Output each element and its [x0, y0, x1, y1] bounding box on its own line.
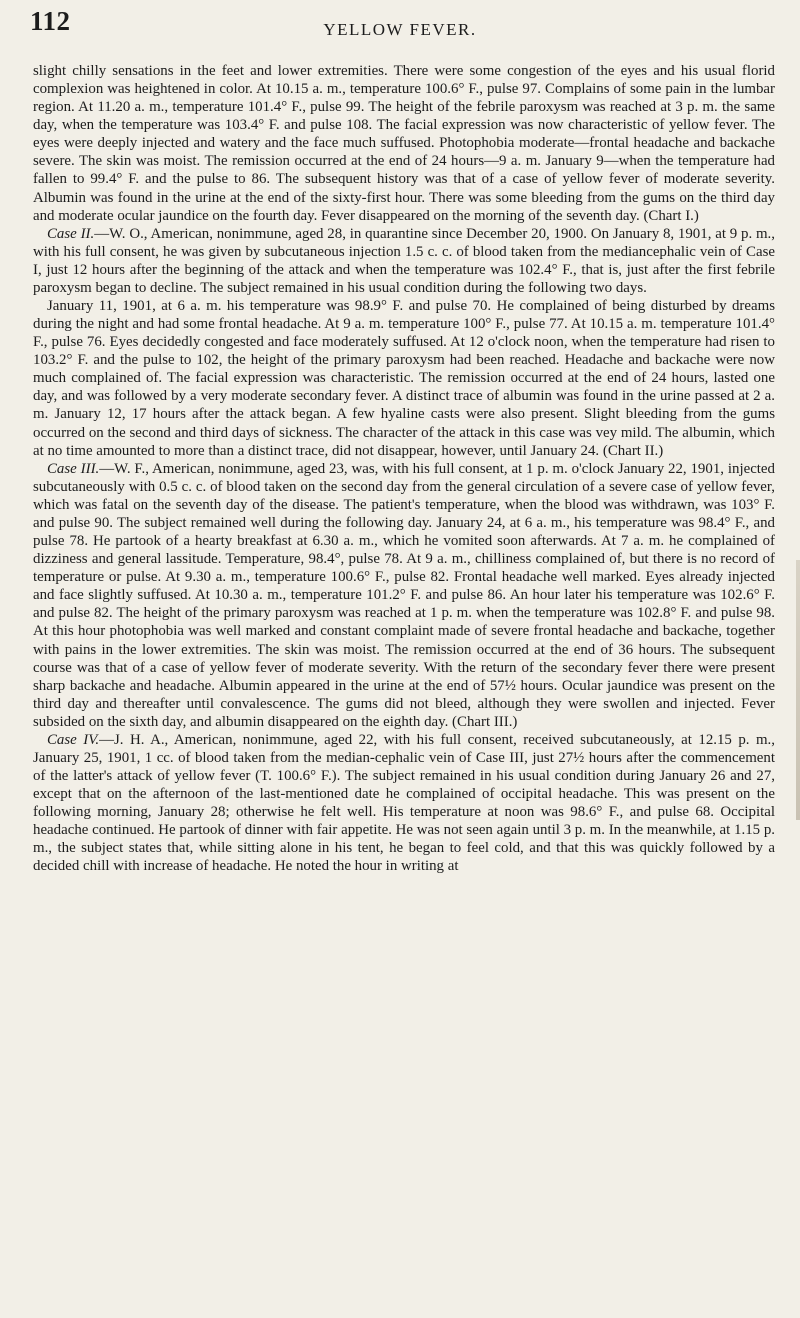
paragraph-text: —W. O., American, nonimmune, aged 28, in quarantine since December 20, 1900. On January 8, 1901, at 9 p. m., with his full consent, he was given by subcutaneous injection 1.5 c. c. of blood taken from the mediancephalic vein of Case I, just 12 hours after the beginning of the attack and when the temperature was 102.4° F., that is, just after the first febrile paroxysm began to decline. The subject remained in his usual condition during the following two days. — [33, 225, 776, 296]
paragraph-text: January 11, 1901, at 6 a. m. his temperature was 98.9° F. and pulse 70. He complained of being disturbed by dreams during the night and had some frontal headache. At 9 a. m. temperature 100° F., pulse 77. At 10.15 a. m. temperature 101.4° F., pulse 76. Eyes decidedly congested and face moderately suffused. At 12 o'clock noon, when the temperature had risen to 103.2° F. and the pulse to 102, the height of the primary paroxysm had been reached. Headache and backache were now much complained of. The facial expression was characteristic. The remission occurred at the end of 24 hours, lasted one day, and was followed by a very moderate secondary fever. A distinct trace of albumin was found in the urine passed at 2 a. m. January 12, 17 hours after the attack began. A few hyaline casts were also present. Slight bleeding from the gums occurred on the second and third days of sickness. The character of the attack in this case was vey mild. The albumin, which at no time amounted to more than a distinct trace, did not disappear, however, until January 24. (Chart II.) — [33, 298, 775, 459]
page-edge-shadow — [796, 560, 800, 820]
paragraph-case-i-continued — [33, 62, 775, 225]
paragraph-text: —J. H. A., American, nonimmune, aged 22, with his full consent, received subcutaneously, at 12.15 p. m., January 25, 1901, 1 cc. of blood taken from the median-cephalic vein of Case III, just 27½ hours after the commencement of the latter's attack of yellow fever (T. 100.6° F.). The subject remained in his usual condition during January 26 and 27, except that on the afternoon of the last-mentioned date he complained of occipital headache. This was present on the following morning, January 28; otherwise he felt well. His temperature at noon was 98.6° F., and pulse 68. Occipital headache continued. He partook of dinner with fair appetite. He was not seen again until 3 p. m. In the meanwhile, at 1.15 p. m., the subject states that, while sitting alone in his tent, he began to feel cold, and that this was quickly followed by a decided chill with increase of headache. He noted the hour in writing at — [33, 731, 775, 875]
case-label: Case II. — [47, 225, 95, 242]
case-label: Case III. — [47, 460, 100, 477]
running-head: YELLOW FEVER. — [323, 20, 477, 39]
page-number: 112 — [30, 6, 71, 36]
paragraph-case-ii-course — [33, 297, 775, 460]
case-label: Case IV. — [47, 731, 100, 748]
paragraph-text: slight chilly sensations in the feet and lower extremities. There were some congestion of the eyes and his usual florid complexion was heightened in color. At 10.15 a. m., temperature 100.6° F., pulse 97. Complains of some pain in the lumbar region. At 11.20 a. m., temperature 101.4° F., pulse 99. The height of the febrile paroxysm was reached at 3 p. m. the same day, when the temperature was 103.4° F. and pulse 108. The facial expression was now characteristic of yellow fever. The eyes were deeply injected and watery and the face much suffused. Photophobia moderate—frontal headache and backache severe. The skin was moist. The remission occurred at the end of 24 hours—9 a. m. January 9—when the temperature had fallen to 99.4° F. and the pulse to 86. The subsequent history was that of a case of yellow fever of moderate severity. Albumin was found in the urine at the end of the sixty-first hour. There was some bleeding from the gums on the third day and moderate ocular jaundice on the fourth day. Fever disappeared on the morning of the seventh day. (Chart I.) — [33, 63, 775, 224]
paragraph-case-iii — [33, 460, 775, 731]
paragraph-text: —W. F., American, nonimmune, aged 23, was, with his full consent, at 1 p. m. o'clock January 22, 1901, injected subcutaneously with 0.5 c. c. of blood taken on the second day from the general circulation of a severe case of yellow fever, which was fatal on the seventh day of the disease. The patient's temperature, when the blood was withdrawn, was 103° F. and pulse 90. The subject remained well during the following day. January 24, at 6 a. m., his temperature was 98.4° F., and pulse 78. He partook of a hearty breakfast at 6.30 a. m., which he vomited soon afterwards. At 7 a. m. he complained of dizziness and general lassitude. Temperature, 98.4°, pulse 78. At 9 a. m., chilliness complained of, but there is no record of temperature or pulse. At 9.30 a. m., temperature 100.6° F., pulse 82. Frontal headache well marked. Eyes already injected and face slightly suffused. At 10.30 a. m., temperature 101.2° F. and pulse 86. An hour later his temperature was 102.6° F. and pulse 82. The height of the primary paroxysm was reached at 1 p. m. when the temperature was 102.8° F. and pulse 98. At this hour photophobia was well marked and constant complaint made of severe frontal headache and backache, together with pains in the lower extremities. The skin was moist. The remission occurred at the end of 36 hours. The subsequent course was that of a case of yellow fever of moderate severity. With the return of the secondary fever there were present sharp backache and headache. Albumin appeared in the urine at the end of 57½ hours. Ocular jaundice was present on the third day and thereafter until convalescence. The gums did not bleed, although they were swollen and injected. Fever subsided on the sixth day, and albumin disappeared on the eighth day. (Chart III.) — [33, 460, 775, 730]
paragraph-case-iv — [33, 731, 775, 876]
paragraph-case-ii — [33, 225, 775, 297]
body-text — [33, 62, 775, 876]
